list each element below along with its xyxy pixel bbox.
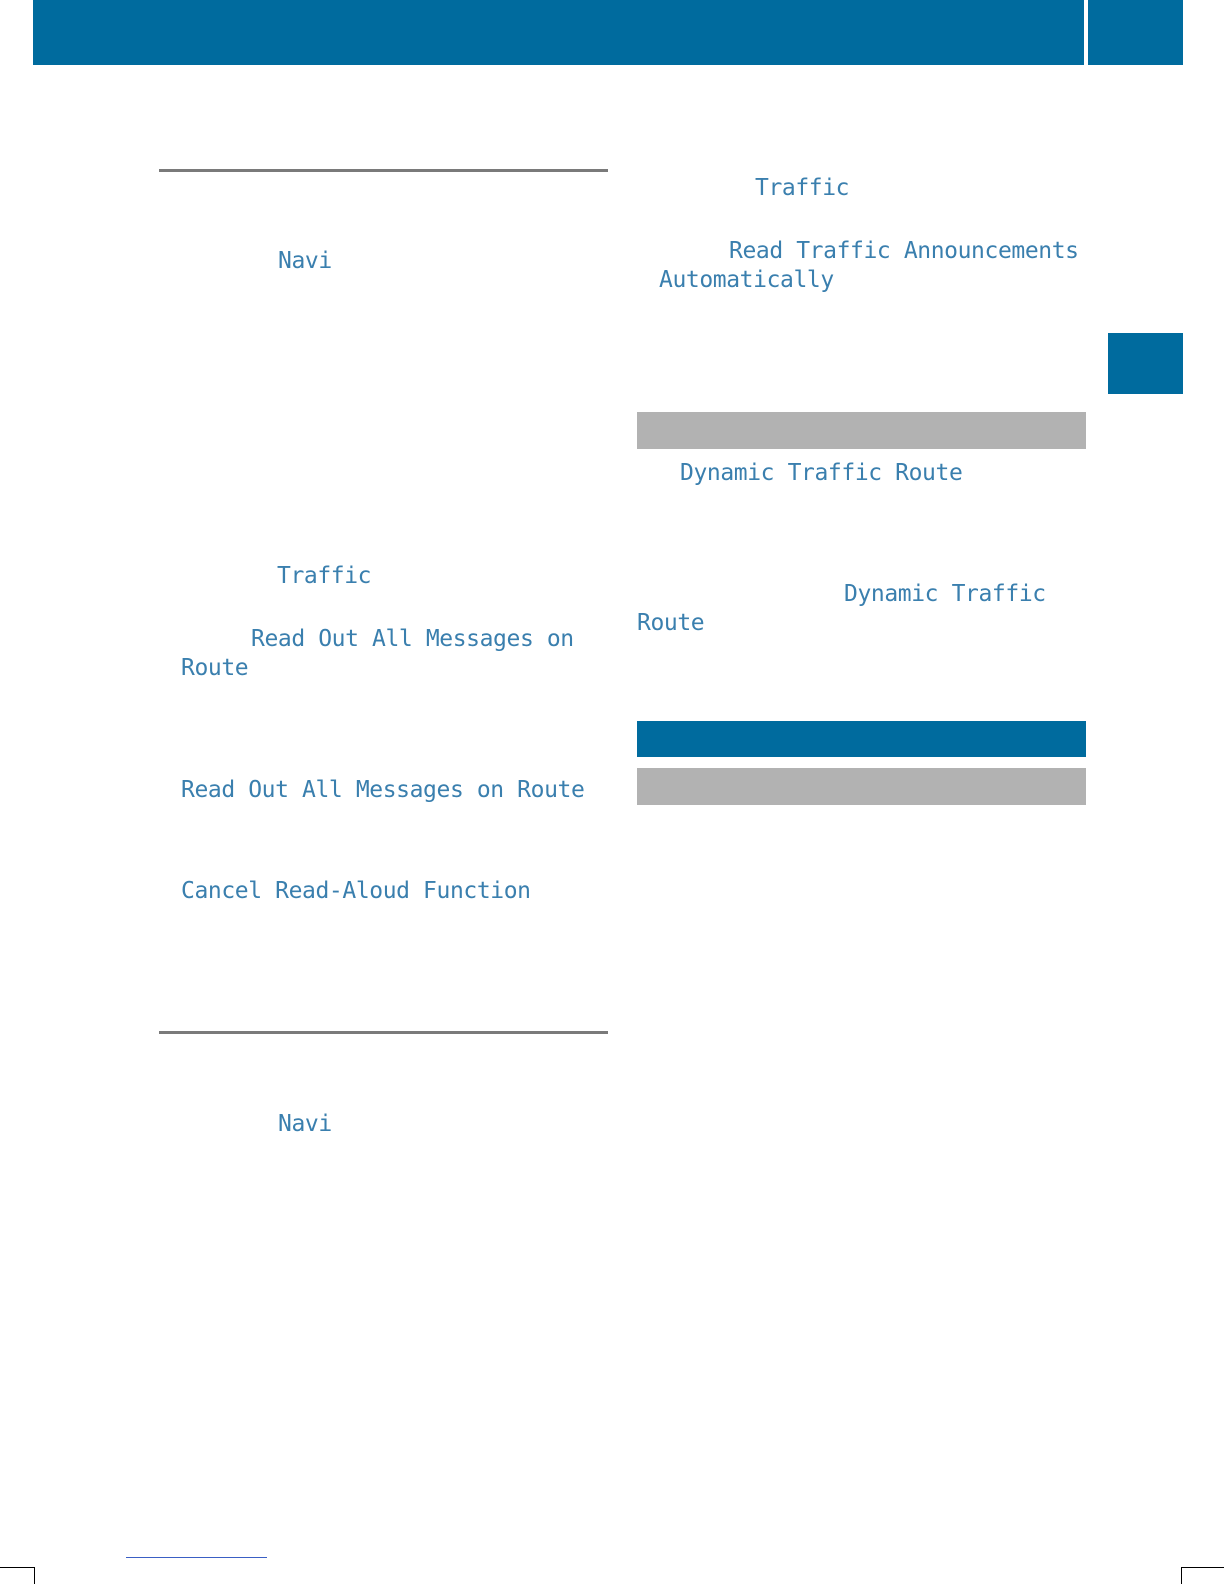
section-rule-top — [159, 169, 608, 172]
subheading-band-2 — [637, 768, 1086, 805]
dynamic-traffic-route-inline-cont: Route — [637, 610, 705, 636]
section-rule-bottom — [159, 1031, 608, 1034]
subheading-band-1 — [637, 412, 1086, 449]
option-read-out-messages-cont: Route — [181, 655, 249, 681]
menu-item-traffic: Traffic — [277, 563, 372, 589]
menu-item-navi: Navi — [278, 248, 332, 274]
heading-band — [637, 721, 1086, 757]
page-number-tab — [1088, 0, 1183, 65]
menu-item-navi-2: Navi — [278, 1111, 332, 1137]
option-read-traffic-announcements: Read Traffic Announcements — [729, 238, 1079, 264]
crop-mark-left — [0, 1567, 35, 1584]
option-read-traffic-announcements-cont: Automatically — [659, 267, 834, 293]
menu-item-traffic-right: Traffic — [755, 175, 850, 201]
option-read-out-messages: Read Out All Messages on — [251, 626, 574, 652]
header-bar — [33, 0, 1084, 65]
item-cancel-read-aloud: Cancel Read-Aloud Function — [181, 878, 531, 904]
chapter-tab — [1108, 333, 1183, 394]
dynamic-traffic-route: Dynamic Traffic Route — [680, 460, 963, 486]
crop-mark-right — [1181, 1567, 1224, 1584]
dynamic-traffic-route-inline: Dynamic Traffic — [844, 581, 1046, 607]
footer-link-underline — [126, 1557, 267, 1558]
item-read-out-messages: Read Out All Messages on Route — [181, 777, 585, 803]
